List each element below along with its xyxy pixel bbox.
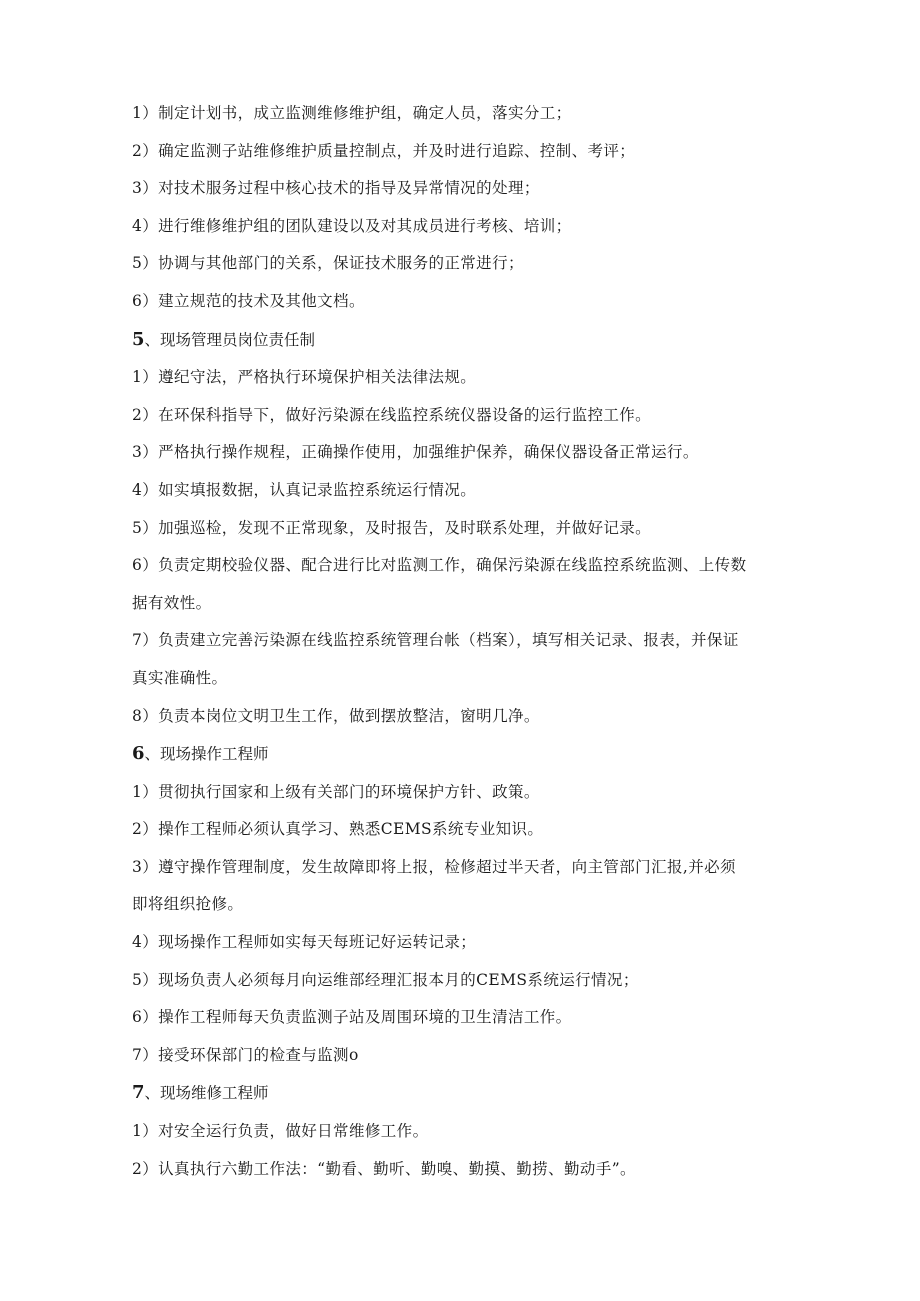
section-heading bbox=[132, 321, 792, 360]
list-item: 7）接受环保部门的检查与监测o bbox=[132, 1045, 359, 1064]
section-number: 7 bbox=[132, 1082, 145, 1104]
list-item: 4）进行维修维护组的团队建设以及对其成员进行考核、培训； bbox=[132, 216, 572, 235]
list-item: 6）操作工程师每天负责监测子站及周围环境的卫生清洁工作。 bbox=[132, 1008, 572, 1027]
list-item: 3）遵守操作管理制度，发生故障即将上报，检修超过半天者，向主管部门汇报,并必须 bbox=[132, 857, 736, 876]
list-item: 5）加强巡检，发现不正常现象，及时报告，及时联系处理，并做好记录。 bbox=[132, 518, 652, 537]
list-item: 4）现场操作工程师如实每天每班记好运转记录； bbox=[132, 933, 477, 952]
list-item-continuation: 据有效性。 bbox=[132, 593, 212, 612]
list-item: 2）确定监测子站维修维护质量控制点，并及时进行追踪、控制、考评； bbox=[132, 141, 636, 160]
section-operation-engineer bbox=[132, 735, 792, 1074]
list-item: 6）负责定期校验仪器、配合进行比对监测工作，确保污染源在线监控系统监测、上传数 bbox=[132, 556, 747, 575]
section-maintenance-duties bbox=[132, 95, 792, 321]
section-number: 6 bbox=[132, 743, 145, 765]
list-item: 2）在环保科指导下，做好污染源在线监控系统仪器设备的运行监控工作。 bbox=[132, 405, 652, 424]
list-item: 3）对技术服务过程中核心技术的指导及异常情况的处理； bbox=[132, 179, 540, 198]
list-item: 1）对安全运行负责，做好日常维修工作。 bbox=[132, 1122, 429, 1141]
document-body bbox=[132, 95, 792, 1188]
section-maintenance-engineer bbox=[132, 1074, 792, 1188]
list-item: 1）贯彻执行国家和上级有关部门的环境保护方针、政策。 bbox=[132, 782, 540, 801]
list-item: 5）现场负责人必须每月向运维部经理汇报本月的CEMS系统运行情况； bbox=[132, 970, 639, 989]
section-title: 、现场操作工程师 bbox=[144, 745, 269, 764]
section-heading bbox=[132, 735, 792, 774]
list-item: 8）负责本岗位文明卫生工作，做到摆放整洁，窗明几净。 bbox=[132, 706, 540, 725]
list-item: 1）遵纪守法，严格执行环境保护相关法律法规。 bbox=[132, 368, 477, 387]
section-title: 、现场管理员岗位责任制 bbox=[144, 330, 316, 349]
list-item: 3）严格执行操作规程，正确操作使用，加强维护保养，确保仪器设备正常运行。 bbox=[132, 443, 699, 462]
list-item: 4）如实填报数据，认真记录监控系统运行情况。 bbox=[132, 480, 477, 499]
section-title: 、现场维修工程师 bbox=[144, 1084, 269, 1103]
list-item: 7）负责建立完善污染源在线监控系统管理台帐（档案），填写相关记录、报表，并保证 bbox=[132, 631, 739, 650]
list-item: 1）制定计划书，成立监测维修维护组，确定人员，落实分工； bbox=[132, 104, 572, 122]
list-item: 2）认真执行六勤工作法：“勤看、勤听、勤嗅、勤摸、勤捞、勤动手”。 bbox=[132, 1159, 636, 1178]
section-heading bbox=[132, 1074, 792, 1113]
list-item-continuation: 即将组织抢修。 bbox=[132, 895, 244, 914]
list-item: 5）协调与其他部门的关系，保证技术服务的正常进行； bbox=[132, 254, 524, 273]
list-item: 2）操作工程师必须认真学习、熟悉CEMS系统专业知识。 bbox=[132, 820, 544, 839]
list-item-continuation: 真实准确性。 bbox=[132, 668, 228, 687]
list-item: 6）建立规范的技术及其他文档。 bbox=[132, 291, 365, 310]
section-number: 5 bbox=[132, 328, 145, 350]
section-site-manager bbox=[132, 321, 792, 736]
